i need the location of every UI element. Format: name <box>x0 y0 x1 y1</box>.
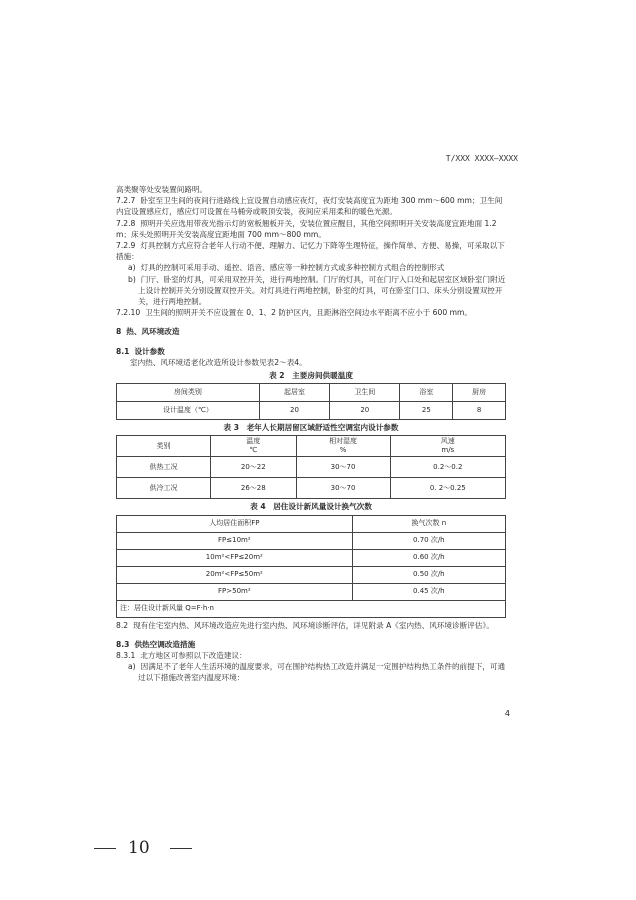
table-cell: 25 <box>400 402 453 420</box>
table-note-row <box>117 600 506 617</box>
table-cell: 30～70 <box>296 478 390 499</box>
list-item: a) 灯具的控制可采用手动、遥控、语音、感应等一种控制方式或多种控制方式组合的控制形式 <box>128 263 445 273</box>
table-header: 厨房 <box>453 384 506 402</box>
table-2 <box>116 383 506 420</box>
page-number: 4 <box>504 709 510 718</box>
document-body <box>116 184 506 684</box>
table-note: 注：居住设计新风量 Q=F·h·n <box>117 600 506 617</box>
table-cell: 0.60 次/h <box>352 549 505 566</box>
paragraph-7-2-9: 7.2.9 灯具控制方式应符合老年人行动不便、理解力、记忆力下降等生理特征，操作简单、方便、易操，可采取以下措施： <box>116 241 505 262</box>
table-cell: 0.70 次/h <box>352 532 505 549</box>
table-header: 换气次数 n <box>352 515 505 532</box>
table-header: 人均居住面积FP <box>117 515 353 532</box>
footer-dash <box>170 848 192 849</box>
document-page <box>100 140 520 780</box>
table-cell: 20m²<FP≤50m² <box>117 566 353 583</box>
section-8-heading: 8 热、风环境改造 <box>116 327 180 337</box>
table-header: 房间类别 <box>117 384 260 402</box>
section-8-1-heading: 8.1 设计参数 <box>116 346 165 356</box>
table-cell: 供冷工况 <box>117 478 211 499</box>
table-cell: 10m²<FP≤20m² <box>117 549 353 566</box>
table-4 <box>116 515 506 618</box>
paragraph-7-2-8: 7.2.8 照明开关应选用带夜光指示灯的宽板翘板开关，安装位置应醒目，其他空间照明开关安装高度宜距地面 1.2 m；床头处照明开关安装高度宜距地面 700 mm～800 mm。 <box>116 218 497 239</box>
table-cell: 设计温度（℃） <box>117 402 260 420</box>
table-row <box>117 457 506 478</box>
section-8-1-text: 室内热、风环境适老化改造所设计参数见表2～表4。 <box>130 357 307 367</box>
footer-number: 10 <box>128 838 150 858</box>
table-row <box>117 478 506 499</box>
table-3-caption: 表 3 老年人长期居留区域舒适性空调室内设计参数 <box>223 423 399 433</box>
table-cell: 26～28 <box>211 478 297 499</box>
table-cell: 20 <box>259 402 329 420</box>
footer-page-number <box>94 838 214 860</box>
table-cell: 0.50 次/h <box>352 566 505 583</box>
table-cell: 供热工况 <box>117 457 211 478</box>
table-2-caption: 表 2 主要房间供暖温度 <box>269 371 353 381</box>
table-header: 起居室 <box>259 384 329 402</box>
table-4-caption: 表 4 居住设计新风量设计换气次数 <box>250 502 372 512</box>
table-row <box>117 583 506 600</box>
table-cell: 0. 2～0.25 <box>390 478 505 499</box>
table-cell: 30～70 <box>296 457 390 478</box>
table-row <box>117 549 506 566</box>
table-header: 卫生间 <box>330 384 400 402</box>
table-cell: 20～22 <box>211 457 297 478</box>
list-item: a) 因满足不了老年人生活环境的温度要求，可在围护结构热工改造并满足一定围护结构热工条件的前提下，可通过以下措施改善室内温度环境： <box>128 662 506 683</box>
footer-dash <box>94 848 116 849</box>
table-cell: 0.45 次/h <box>352 583 505 600</box>
table-header: 浴室 <box>400 384 453 402</box>
paragraph-7-2-7: 7.2.7 卧室至卫生间的夜间行进路线上宜设置自动感应夜灯，夜灯安装高度宜为距地 300 mm～600 mm；卫生间内宜设置感应灯，感应灯可设置在马桶旁或吸顶安装，夜间应采用柔和的暖色光源。 <box>116 196 503 217</box>
table-header: 风速 m/s <box>390 436 505 457</box>
paragraph-8-3-1: 8.3.1 北方地区可参照以下改造建议： <box>116 651 247 661</box>
table-header: 相对湿度 % <box>296 436 390 457</box>
document-id: T/XXX XXXX—XXXX <box>445 154 518 163</box>
table-cell: 0.2～0.2 <box>390 457 505 478</box>
table-row <box>117 402 506 420</box>
table-cell: FP≤10m² <box>117 532 353 549</box>
table-cell: 8 <box>453 402 506 420</box>
table-header: 温度 ℃ <box>211 436 297 457</box>
table-cell: FP>50m² <box>117 583 353 600</box>
table-cell: 20 <box>330 402 400 420</box>
paragraph: 高类聚等处安装置间路明。 <box>116 185 208 194</box>
table-header: 类别 <box>117 436 211 457</box>
table-3 <box>116 435 506 499</box>
paragraph-8-2: 8.2 现有住宅室内热、风环境改造应先进行室内热、风环境诊断评估，详见附录 A《室内热、风环境诊断评估》。 <box>116 620 494 630</box>
list-item: b) 门厅、卧室的灯具，可采用双控开关，进行两地控制。门厅的灯具，可在门厅入口处和起居室区域卧室门附近上设计控制开关分别设置双控开关。对灯具进行两地控制，卧室的灯具，可在卧室门口、床头分别设置双控开关，进行两地控制。 <box>128 274 506 307</box>
table-row <box>117 566 506 583</box>
table-row <box>117 532 506 549</box>
section-8-3-heading: 8.3 供热空调改造措施 <box>116 639 196 649</box>
paragraph-7-2-10: 7.2.10 卫生间的照明开关不应设置在 0、1、2 防护区内，且距淋浴空间边水平距离不应小于 600 mm。 <box>116 308 472 318</box>
